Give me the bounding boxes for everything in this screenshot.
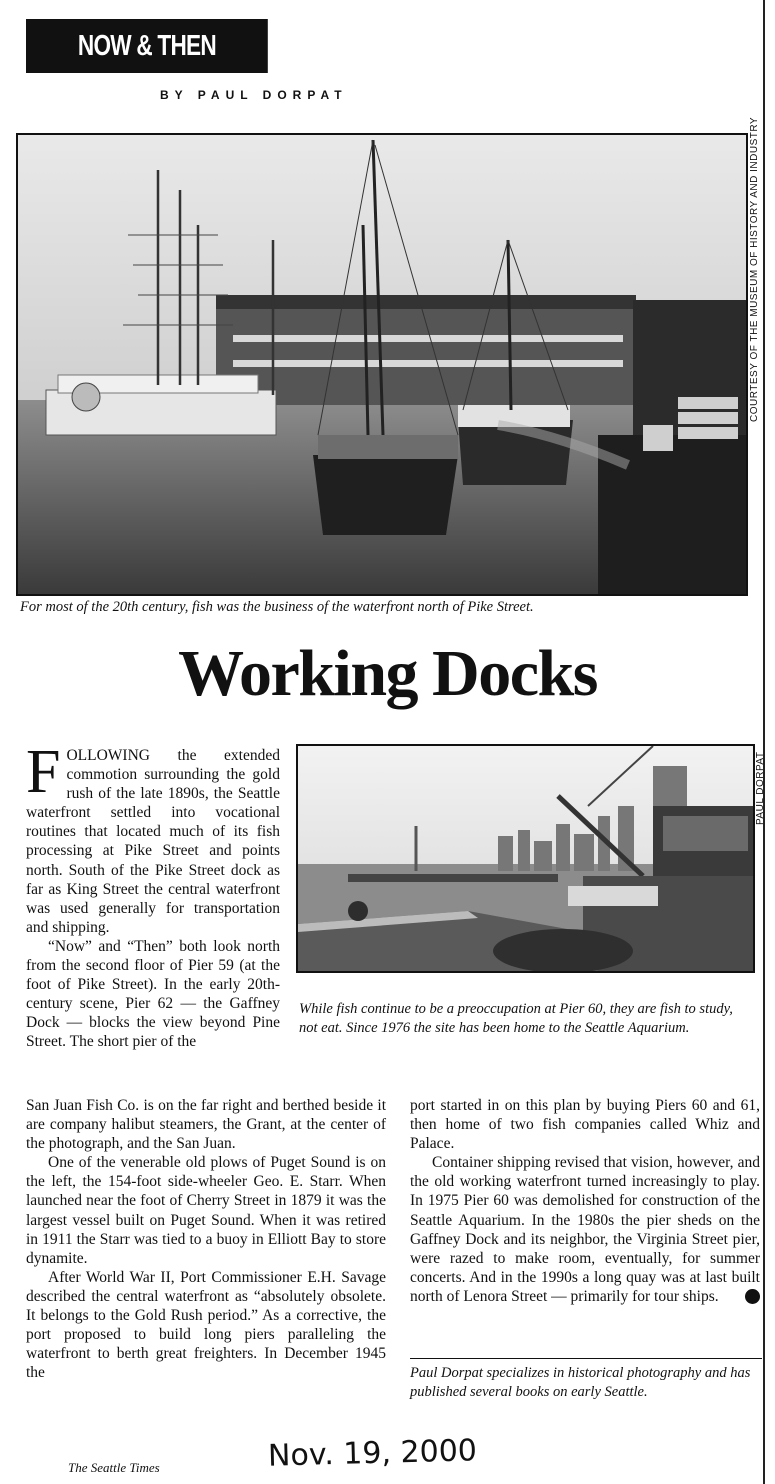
author-bio: Paul Dorpat specializes in historical photography and has published several books on early Seattle.: [410, 1365, 751, 1400]
article-column-2: [410, 1096, 774, 1306]
photo-credit-now: PAUL DORPAT: [755, 751, 766, 825]
article-column-1-top: [26, 738, 280, 1052]
modern-photo-illustration: [298, 746, 753, 971]
photo-credit-then: COURTESY OF THE MUSEUM OF HISTORY AND INDUSTRY: [749, 116, 760, 422]
bio-divider: [410, 1358, 762, 1359]
column-masthead: NOW & THEN: [26, 19, 268, 73]
headline: Working Docks: [178, 637, 597, 710]
article-column-1-bottom: [26, 1096, 386, 1382]
article-paragraph-1: [26, 738, 280, 937]
photo-caption-now: While fish continue to be a preoccupation at Pier 60, they are fish to study, not eat. Since 1976 the site has been home to the Seattle Aquarium.: [299, 1001, 733, 1036]
photo-caption-then: For most of the 20th century, fish was the business of the waterfront north of Pike Street.: [20, 599, 534, 615]
article-paragraph-2b: San Juan Fish Co. is on the far right and berthed beside it are company halibut steamers, the Grant, at the center of the photograph, and the San Juan.: [26, 1097, 386, 1153]
newspaper-name: The Seattle Times: [68, 1460, 160, 1475]
handwritten-date: Nov. 19, 2000: [267, 1433, 478, 1474]
article-paragraph-6: [410, 1153, 774, 1306]
modern-aquarium-photo: [296, 744, 755, 973]
byline: BY PAUL DORPAT: [160, 88, 348, 102]
paragraph-1-text: OLLOWING the extended commotion surrounding the gold rush of the late 1890s, the Seattle waterfront settled into vocational routines that located much of its fish processing at Pike Street and points north. South of the Pike Street dock as far as King Street the central waterfront was used generally for transportation and shipping.: [26, 747, 280, 936]
article-paragraph-2a: “Now” and “Then” both look north from the second floor of Pier 59 (at the foot of Pike Street). In the early 20th-century scene, Pier 62 — the Gaffney Dock — blocks the view beyond Pine Street. The short pier of the: [26, 937, 280, 1051]
end-mark-icon: P: [745, 1289, 760, 1304]
article-paragraph-5: port started in on this plan by buying Piers 60 and 61, then home of two fish companies called Whiz and Palace.: [410, 1097, 760, 1153]
historical-photo-illustration: [18, 135, 746, 594]
paragraph-6-text: Container shipping revised that vision, however, and the old working waterfront turned increasingly to play. In 1975 Pier 60 was demolished for construction of the Seattle Aquarium. In the 1980s the pier sheds on the Gaffney Dock and its neighbor, the Virginia Street pier, were razed to make room, eventually, for summer concerts. And in the 1990s a long quay was at last built north of Lenora Street — primarily for tour ships.: [410, 1154, 760, 1305]
article-paragraph-4: After World War II, Port Commissioner E.H. Savage described the central waterfront as “absolutely obsolete. It belongs to the Gold Rush period.” As a corrective, the port proposed to build long piers paralleling the waterfront to berth great freighters. In December 1945 the: [26, 1268, 386, 1382]
article-paragraph-3: One of the venerable old plows of Puget Sound is on the left, the 154-foot side-wheeler Geo. E. Starr. When launched near the foot of Cherry Street in 1879 it was the largest vessel built on Puget Sound. When it was retired in 1911 the Starr was tied to a buoy in Elliott Bay to store dynamite.: [26, 1154, 386, 1267]
historical-waterfront-photo: [16, 133, 748, 596]
drop-cap: F: [26, 738, 61, 806]
